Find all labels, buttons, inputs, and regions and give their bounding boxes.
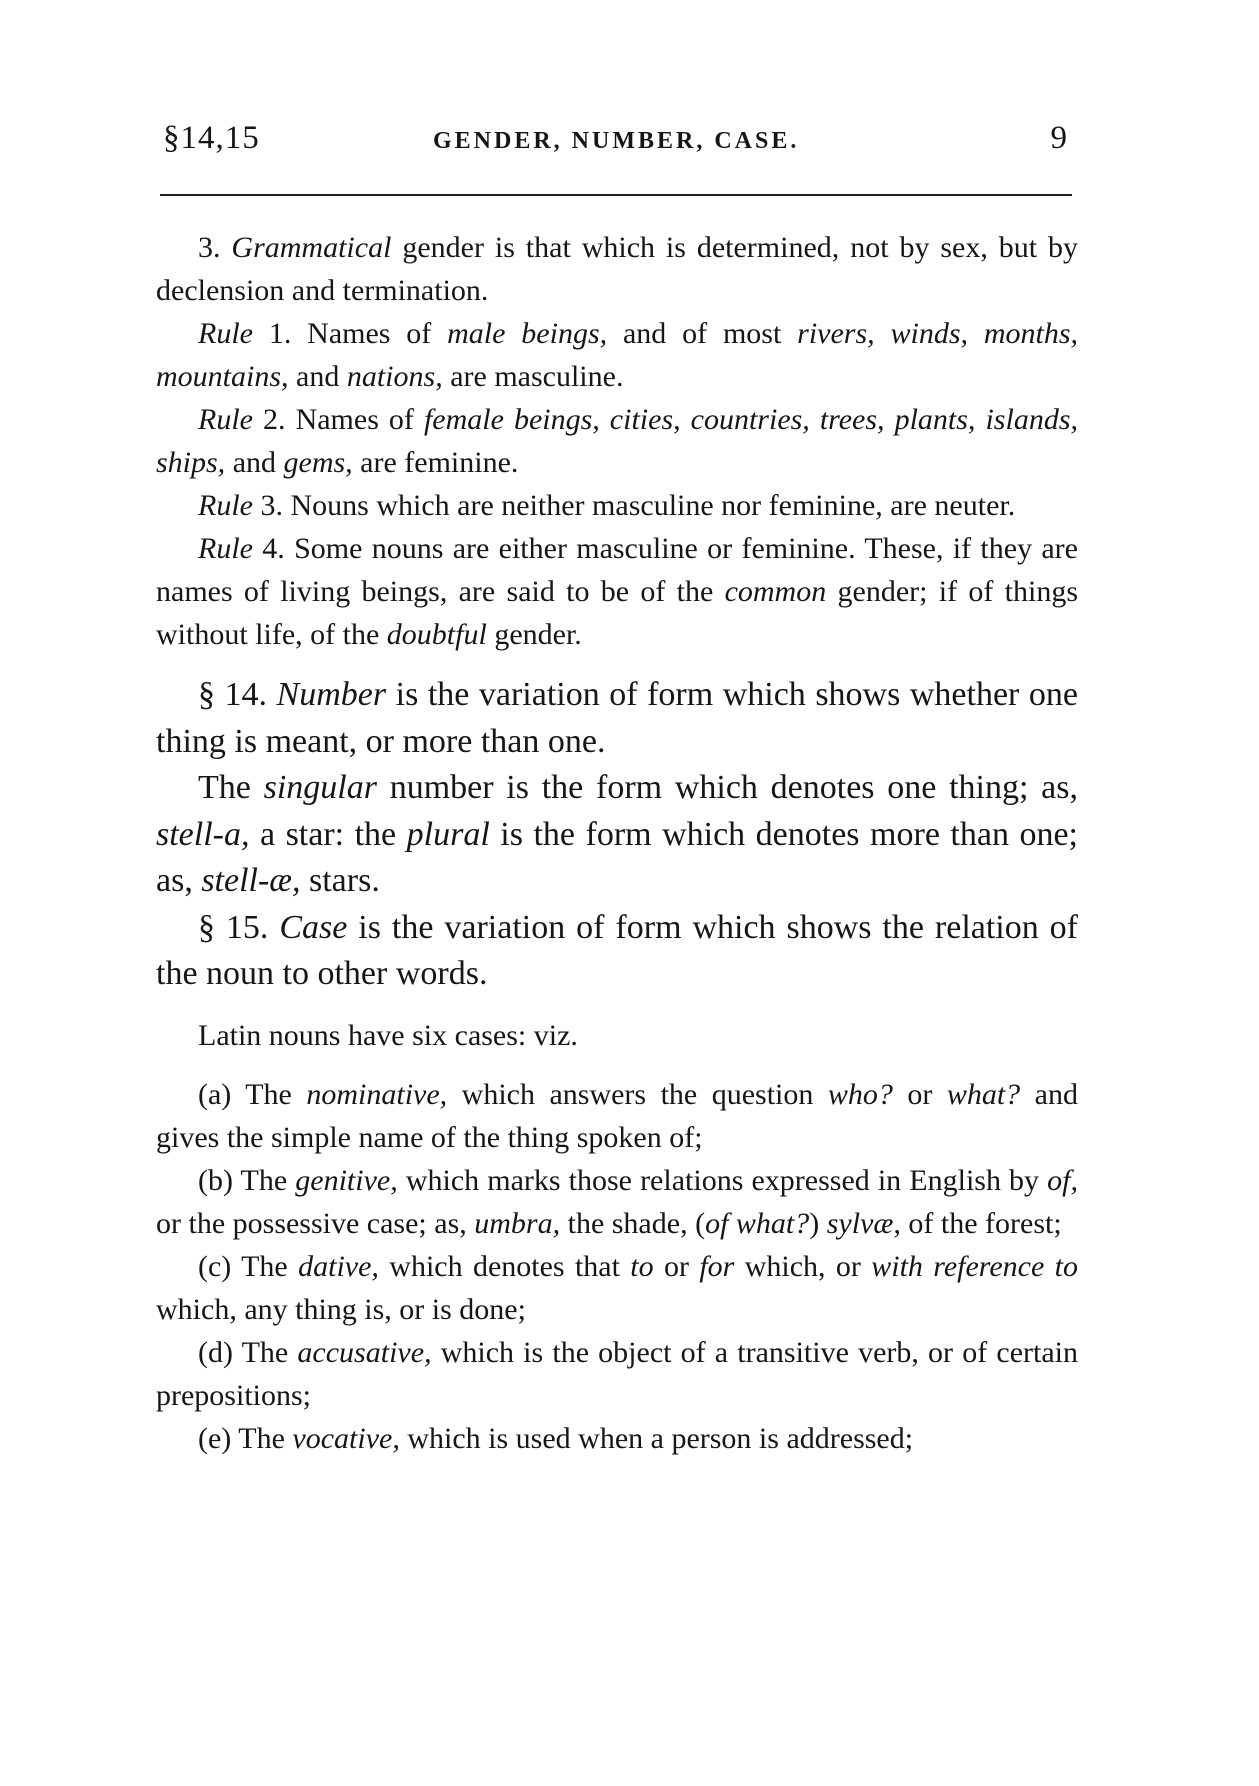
paragraph-case-genitive: (b) The genitive, which marks those relations expressed in English by of, or the possessive case; as, umbra, the shade, (of what?) sylvæ, of the forest; bbox=[156, 1163, 1078, 1240]
paragraph-case-accusative: (d) The accusative, which is the object of a transitive verb, or of certain prepositions; bbox=[156, 1335, 1078, 1412]
paragraph-rule-4: Rule 4. Some nouns are either masculine or feminine. These, if they are names of living beings, are said to be of the common gender; if of things without life, of the doubtful gender. bbox=[156, 532, 1078, 651]
header-title: GENDER, NUMBER, CASE. bbox=[433, 128, 800, 154]
paragraph-case-nominative: (a) The nominative, which answers the question who? or what? and gives the simple name of the thing spoken of; bbox=[156, 1077, 1078, 1154]
paragraph-rule-1: Rule 1. Names of male beings, and of most rivers, winds, months, mountains, and nations, are masculine. bbox=[156, 317, 1079, 393]
paragraph-case-dative: (c) The dative, which denotes that to or for which, or with reference to which, any thing is, or is done; bbox=[156, 1249, 1078, 1326]
header-section-ref: §14,15 bbox=[163, 120, 260, 156]
page-number: 9 bbox=[1050, 120, 1067, 156]
paragraph-latin-cases: Latin nouns have six cases: viz. bbox=[198, 1018, 578, 1052]
paragraph-grammatical-gender: 3. Grammatical gender is that which is determined, not by sex, but by declension and termination. bbox=[156, 231, 1079, 307]
paragraph-section-14: § 14. Number is the variation of form which shows whether one thing is meant, or more than one. bbox=[156, 676, 1078, 760]
paragraph-case-vocative: (e) The vocative, which is used when a person is addressed; bbox=[198, 1421, 914, 1455]
page-body bbox=[156, 226, 1078, 1460]
header-rule bbox=[160, 194, 1072, 196]
paragraph-singular-plural: The singular number is the form which denotes one thing; as, stell-a, a star: the plural is the form which denotes more than one; as, stell-æ, stars. bbox=[156, 769, 1079, 899]
running-header bbox=[163, 120, 1073, 164]
paragraph-section-15: § 15. Case is the variation of form which shows the relation of the noun to other words. bbox=[156, 908, 1079, 992]
paragraph-rule-3: Rule 3. Nouns which are neither masculine nor feminine, are neuter. bbox=[198, 489, 1016, 522]
paragraph-rule-2: Rule 2. Names of female beings, cities, countries, trees, plants, islands, ships, and gems, are feminine. bbox=[156, 403, 1078, 479]
